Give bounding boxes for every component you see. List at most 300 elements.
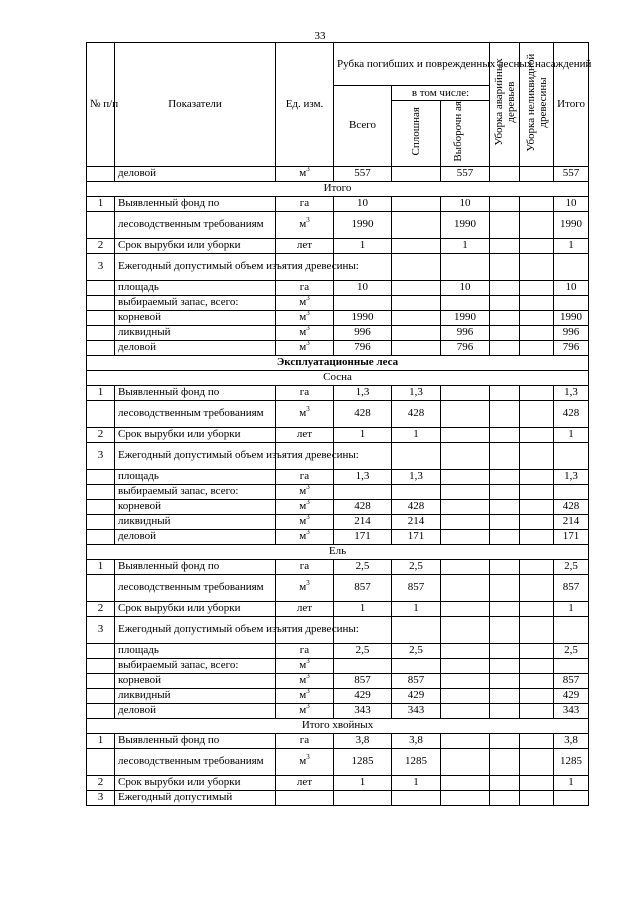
total-cut-cell: 1990 — [334, 310, 392, 325]
clear-cut-cell: 1,3 — [392, 385, 441, 400]
row-number-cell — [87, 340, 115, 355]
table-row — [87, 196, 589, 211]
table-body — [87, 166, 589, 805]
grand-total-cell — [554, 790, 589, 805]
table-row — [87, 499, 589, 514]
illiquid-cell — [520, 469, 554, 484]
illiquid-cell — [520, 211, 554, 238]
grand-total-cell: 343 — [554, 703, 589, 718]
table-row — [87, 643, 589, 658]
unit-cell: га — [276, 559, 334, 574]
table-row — [87, 574, 589, 601]
grand-total-cell — [554, 442, 589, 469]
table-row — [87, 295, 589, 310]
clear-cut-cell: 857 — [392, 673, 441, 688]
illiquid-cell — [520, 673, 554, 688]
unit-cell: $м^3$ — [276, 310, 334, 325]
illiquid-cell — [520, 196, 554, 211]
total-cut-cell: 2,5 — [334, 559, 392, 574]
row-number-cell: 3 — [87, 253, 115, 280]
indicator-cell: корневой — [115, 499, 276, 514]
unit-cell: $м^3$ — [276, 529, 334, 544]
clear-cut-cell — [392, 658, 441, 673]
selective-cut-cell — [441, 253, 490, 280]
illiquid-cell — [520, 325, 554, 340]
illiquid-cell — [520, 559, 554, 574]
table-row — [87, 775, 589, 790]
table-row — [87, 688, 589, 703]
clear-cut-cell — [392, 790, 441, 805]
unit-cell: га — [276, 733, 334, 748]
illiquid-cell — [520, 703, 554, 718]
unit-cell: $м^3$ — [276, 658, 334, 673]
unit-cell: $м^3$ — [276, 574, 334, 601]
clear-cut-cell — [392, 253, 441, 280]
header-selective-cut: Выборочн ая — [441, 101, 490, 167]
selective-cut-cell — [441, 616, 490, 643]
row-number-cell — [87, 325, 115, 340]
emergency-cell — [490, 616, 520, 643]
row-number-cell — [87, 748, 115, 775]
selective-cut-cell: 1 — [441, 238, 490, 253]
emergency-cell — [490, 427, 520, 442]
clear-cut-cell: 171 — [392, 529, 441, 544]
row-number-cell: 3 — [87, 790, 115, 805]
grand-total-cell: 996 — [554, 325, 589, 340]
selective-cut-cell — [441, 574, 490, 601]
illiquid-cell — [520, 295, 554, 310]
table-row — [87, 469, 589, 484]
header-indicator: Показатели — [115, 43, 276, 167]
emergency-cell — [490, 775, 520, 790]
clear-cut-cell — [392, 166, 441, 181]
table-row — [87, 253, 589, 280]
grand-total-cell — [554, 484, 589, 499]
indicator-cell: площадь — [115, 469, 276, 484]
section-row — [87, 370, 589, 385]
emergency-cell — [490, 238, 520, 253]
table-row — [87, 280, 589, 295]
indicator-cell: деловой — [115, 340, 276, 355]
table-row — [87, 442, 589, 469]
illiquid-cell — [520, 484, 554, 499]
unit-cell: $м^3$ — [276, 688, 334, 703]
clear-cut-cell — [392, 295, 441, 310]
table-header — [87, 43, 592, 167]
emergency-cell — [490, 211, 520, 238]
emergency-cell — [490, 469, 520, 484]
total-cut-cell: 1 — [334, 601, 392, 616]
indicator-cell: лесоводственным требованиям — [115, 574, 276, 601]
emergency-cell — [490, 574, 520, 601]
emergency-cell — [490, 325, 520, 340]
emergency-cell — [490, 310, 520, 325]
clear-cut-cell: 1285 — [392, 748, 441, 775]
unit-cell: $м^3$ — [276, 703, 334, 718]
selective-cut-cell: 1990 — [441, 211, 490, 238]
grand-total-cell: 429 — [554, 688, 589, 703]
selective-cut-cell — [441, 400, 490, 427]
selective-cut-cell — [441, 688, 490, 703]
selective-cut-cell — [441, 442, 490, 469]
total-cut-cell — [334, 658, 392, 673]
illiquid-cell — [520, 529, 554, 544]
grand-total-cell: 2,5 — [554, 643, 589, 658]
total-cut-cell: 796 — [334, 340, 392, 355]
table-row — [87, 559, 589, 574]
table-row — [87, 601, 589, 616]
emergency-cell — [490, 748, 520, 775]
emergency-cell — [490, 790, 520, 805]
section-row — [87, 718, 589, 733]
illiquid-cell — [520, 733, 554, 748]
header-unit: Ед. изм. — [276, 43, 334, 167]
table-row — [87, 748, 589, 775]
grand-total-cell — [554, 295, 589, 310]
indicator-cell: Срок вырубки или уборки — [115, 775, 276, 790]
grand-total-cell: 428 — [554, 499, 589, 514]
total-cut-cell: 1990 — [334, 211, 392, 238]
row-number-cell — [87, 703, 115, 718]
selective-cut-cell — [441, 703, 490, 718]
unit-cell: $м^3$ — [276, 325, 334, 340]
header-subgroup: в том числе: — [392, 86, 490, 101]
illiquid-cell — [520, 658, 554, 673]
selective-cut-cell: 557 — [441, 166, 490, 181]
total-cut-cell: 557 — [334, 166, 392, 181]
clear-cut-cell: 1 — [392, 775, 441, 790]
row-number-cell: 1 — [87, 196, 115, 211]
selective-cut-cell: 10 — [441, 196, 490, 211]
clear-cut-cell — [392, 280, 441, 295]
emergency-cell — [490, 529, 520, 544]
emergency-cell — [490, 658, 520, 673]
grand-total-cell — [554, 616, 589, 643]
illiquid-cell — [520, 166, 554, 181]
grand-total-cell — [554, 658, 589, 673]
table-row — [87, 427, 589, 442]
clear-cut-cell — [392, 211, 441, 238]
row-number-cell — [87, 310, 115, 325]
indicator-cell: Выявленный фонд по — [115, 559, 276, 574]
clear-cut-cell — [392, 310, 441, 325]
illiquid-cell — [520, 601, 554, 616]
indicator-cell: площадь — [115, 643, 276, 658]
clear-cut-cell — [392, 196, 441, 211]
emergency-cell — [490, 673, 520, 688]
total-cut-cell: 2,5 — [334, 643, 392, 658]
unit-cell: га — [276, 469, 334, 484]
selective-cut-cell — [441, 790, 490, 805]
indicator-cell: лесоводственным требованиям — [115, 748, 276, 775]
total-cut-cell: 10 — [334, 280, 392, 295]
indicator-cell: Ежегодный допустимый объем изъятия древесины: — [115, 253, 276, 280]
indicator-cell: ликвидный — [115, 325, 276, 340]
table-row — [87, 733, 589, 748]
indicator-cell: Ежегодный допустимый объем изъятия древесины: — [115, 616, 276, 643]
grand-total-cell: 796 — [554, 340, 589, 355]
total-cut-cell: 996 — [334, 325, 392, 340]
header-num: № п/п — [87, 43, 115, 167]
clear-cut-cell — [392, 238, 441, 253]
indicator-cell: Ежегодный допустимый объем изъятия древесины: — [115, 442, 276, 469]
grand-total-cell: 557 — [554, 166, 589, 181]
clear-cut-cell — [392, 616, 441, 643]
header-clear-cut: Сплошная — [392, 101, 441, 167]
grand-total-cell: 171 — [554, 529, 589, 544]
total-cut-cell: 857 — [334, 673, 392, 688]
illiquid-cell — [520, 574, 554, 601]
unit-cell: $м^3$ — [276, 499, 334, 514]
section-row — [87, 181, 589, 196]
indicator-cell: Срок вырубки или уборки — [115, 601, 276, 616]
indicator-cell: Выявленный фонд по — [115, 196, 276, 211]
section-title: Ель — [87, 544, 589, 559]
indicator-cell: Выявленный фонд по — [115, 385, 276, 400]
indicator-cell: Срок вырубки или уборки — [115, 238, 276, 253]
grand-total-cell: 428 — [554, 400, 589, 427]
grand-total-cell: 1990 — [554, 310, 589, 325]
emergency-cell — [490, 340, 520, 355]
unit-cell: $м^3$ — [276, 295, 334, 310]
illiquid-cell — [520, 790, 554, 805]
row-number-cell — [87, 166, 115, 181]
emergency-cell — [490, 601, 520, 616]
selective-cut-cell — [441, 643, 490, 658]
emergency-cell — [490, 253, 520, 280]
unit-cell: лет — [276, 775, 334, 790]
clear-cut-cell: 214 — [392, 514, 441, 529]
clear-cut-cell: 428 — [392, 499, 441, 514]
illiquid-cell — [520, 400, 554, 427]
section-title: Итого хвойных — [87, 718, 589, 733]
clear-cut-cell: 1,3 — [392, 469, 441, 484]
row-number-cell — [87, 514, 115, 529]
illiquid-cell — [520, 514, 554, 529]
indicator-cell: лесоводственным требованиям — [115, 400, 276, 427]
page-number: 33 — [314, 30, 326, 42]
selective-cut-cell — [441, 658, 490, 673]
section-row — [87, 355, 589, 370]
illiquid-cell — [520, 499, 554, 514]
row-number-cell: 2 — [87, 427, 115, 442]
row-number-cell — [87, 688, 115, 703]
illiquid-cell — [520, 253, 554, 280]
header-grand-total: Итого — [554, 43, 589, 167]
clear-cut-cell: 857 — [392, 574, 441, 601]
unit-cell: $м^3$ — [276, 340, 334, 355]
unit-cell: га — [276, 643, 334, 658]
indicator-cell: Выявленный фонд по — [115, 733, 276, 748]
unit-cell: $м^3$ — [276, 400, 334, 427]
selective-cut-cell — [441, 748, 490, 775]
selective-cut-cell — [441, 484, 490, 499]
clear-cut-cell: 343 — [392, 703, 441, 718]
unit-cell: $м^3$ — [276, 748, 334, 775]
selective-cut-cell — [441, 529, 490, 544]
selective-cut-cell — [441, 514, 490, 529]
row-number-cell — [87, 295, 115, 310]
total-cut-cell — [334, 295, 392, 310]
clear-cut-cell: 428 — [392, 400, 441, 427]
header-group-title: Рубка погибших и поврежденных лесных насаждений — [334, 43, 490, 86]
clear-cut-cell — [392, 484, 441, 499]
illiquid-cell — [520, 775, 554, 790]
indicator-cell: Ежегодный допустимый — [115, 790, 276, 805]
clear-cut-cell — [392, 325, 441, 340]
table-row — [87, 616, 589, 643]
indicator-cell: корневой — [115, 673, 276, 688]
grand-total-cell: 1990 — [554, 211, 589, 238]
unit-cell: га — [276, 196, 334, 211]
grand-total-cell: 1,3 — [554, 385, 589, 400]
total-cut-cell: 1,3 — [334, 469, 392, 484]
grand-total-cell: 1285 — [554, 748, 589, 775]
grand-total-cell — [554, 253, 589, 280]
grand-total-cell: 2,5 — [554, 559, 589, 574]
total-cut-cell — [334, 790, 392, 805]
selective-cut-cell: 1990 — [441, 310, 490, 325]
grand-total-cell: 1 — [554, 601, 589, 616]
row-number-cell: 1 — [87, 559, 115, 574]
selective-cut-cell: 10 — [441, 280, 490, 295]
indicator-cell: деловой — [115, 529, 276, 544]
selective-cut-cell — [441, 673, 490, 688]
emergency-cell — [490, 559, 520, 574]
unit-cell: $м^3$ — [276, 514, 334, 529]
section-title: Сосна — [87, 370, 589, 385]
selective-cut-cell — [441, 733, 490, 748]
emergency-cell — [490, 499, 520, 514]
row-number-cell — [87, 574, 115, 601]
unit-cell: га — [276, 280, 334, 295]
row-number-cell — [87, 484, 115, 499]
emergency-cell — [490, 385, 520, 400]
total-cut-cell: 214 — [334, 514, 392, 529]
total-cut-cell — [334, 484, 392, 499]
grand-total-cell: 10 — [554, 196, 589, 211]
table-row — [87, 484, 589, 499]
section-title: Итого — [87, 181, 589, 196]
total-cut-cell: 428 — [334, 400, 392, 427]
grand-total-cell: 1 — [554, 238, 589, 253]
illiquid-cell — [520, 442, 554, 469]
table-row — [87, 211, 589, 238]
table-row — [87, 340, 589, 355]
selective-cut-cell — [441, 469, 490, 484]
unit-cell: $м^3$ — [276, 484, 334, 499]
table-row — [87, 385, 589, 400]
table-row — [87, 790, 589, 805]
table-row — [87, 703, 589, 718]
illiquid-cell — [520, 238, 554, 253]
total-cut-cell: 1 — [334, 775, 392, 790]
selective-cut-cell — [441, 559, 490, 574]
section-row — [87, 544, 589, 559]
indicator-cell: лесоводственным требованиям — [115, 211, 276, 238]
total-cut-cell: 429 — [334, 688, 392, 703]
total-cut-cell: 1285 — [334, 748, 392, 775]
total-cut-cell: 1,3 — [334, 385, 392, 400]
row-number-cell: 1 — [87, 385, 115, 400]
grand-total-cell: 214 — [554, 514, 589, 529]
total-cut-cell: 343 — [334, 703, 392, 718]
row-number-cell: 2 — [87, 775, 115, 790]
grand-total-cell: 10 — [554, 280, 589, 295]
emergency-cell — [490, 688, 520, 703]
unit-cell: лет — [276, 238, 334, 253]
indicator-cell: выбираемый запас, всего: — [115, 295, 276, 310]
indicator-cell: Срок вырубки или уборки — [115, 427, 276, 442]
unit-cell: $м^3$ — [276, 211, 334, 238]
selective-cut-cell — [441, 385, 490, 400]
total-cut-cell: 171 — [334, 529, 392, 544]
clear-cut-cell — [392, 442, 441, 469]
emergency-cell — [490, 442, 520, 469]
indicator-cell: выбираемый запас, всего: — [115, 484, 276, 499]
header-total-cut: Всего — [334, 86, 392, 167]
row-number-cell: 3 — [87, 616, 115, 643]
total-cut-cell: 1 — [334, 238, 392, 253]
unit-cell: га — [276, 385, 334, 400]
illiquid-cell — [520, 643, 554, 658]
indicator-cell: деловой — [115, 166, 276, 181]
emergency-cell — [490, 400, 520, 427]
illiquid-cell — [520, 688, 554, 703]
table-row — [87, 310, 589, 325]
table-row — [87, 400, 589, 427]
row-number-cell: 3 — [87, 442, 115, 469]
illiquid-cell — [520, 310, 554, 325]
illiquid-cell — [520, 616, 554, 643]
grand-total-cell: 1,3 — [554, 469, 589, 484]
row-number-cell — [87, 643, 115, 658]
row-number-cell — [87, 658, 115, 673]
selective-cut-cell: 796 — [441, 340, 490, 355]
emergency-cell — [490, 514, 520, 529]
indicator-cell: ликвидный — [115, 514, 276, 529]
illiquid-cell — [520, 748, 554, 775]
table-row — [87, 166, 589, 181]
table-row — [87, 673, 589, 688]
row-number-cell: 2 — [87, 601, 115, 616]
selective-cut-cell — [441, 775, 490, 790]
table-row — [87, 238, 589, 253]
unit-cell: $м^3$ — [276, 166, 334, 181]
total-cut-cell: 10 — [334, 196, 392, 211]
indicator-cell: площадь — [115, 280, 276, 295]
clear-cut-cell: 2,5 — [392, 643, 441, 658]
selective-cut-cell: 996 — [441, 325, 490, 340]
illiquid-cell — [520, 385, 554, 400]
emergency-cell — [490, 280, 520, 295]
total-cut-cell: 3,8 — [334, 733, 392, 748]
row-number-cell — [87, 499, 115, 514]
row-number-cell — [87, 469, 115, 484]
emergency-cell — [490, 733, 520, 748]
clear-cut-cell: 2,5 — [392, 559, 441, 574]
total-cut-cell: 428 — [334, 499, 392, 514]
clear-cut-cell: 429 — [392, 688, 441, 703]
table-row — [87, 529, 589, 544]
clear-cut-cell: 3,8 — [392, 733, 441, 748]
unit-cell: $м^3$ — [276, 673, 334, 688]
grand-total-cell: 1 — [554, 775, 589, 790]
unit-cell: лет — [276, 427, 334, 442]
row-number-cell — [87, 280, 115, 295]
unit-cell — [276, 790, 334, 805]
row-number-cell: 2 — [87, 238, 115, 253]
